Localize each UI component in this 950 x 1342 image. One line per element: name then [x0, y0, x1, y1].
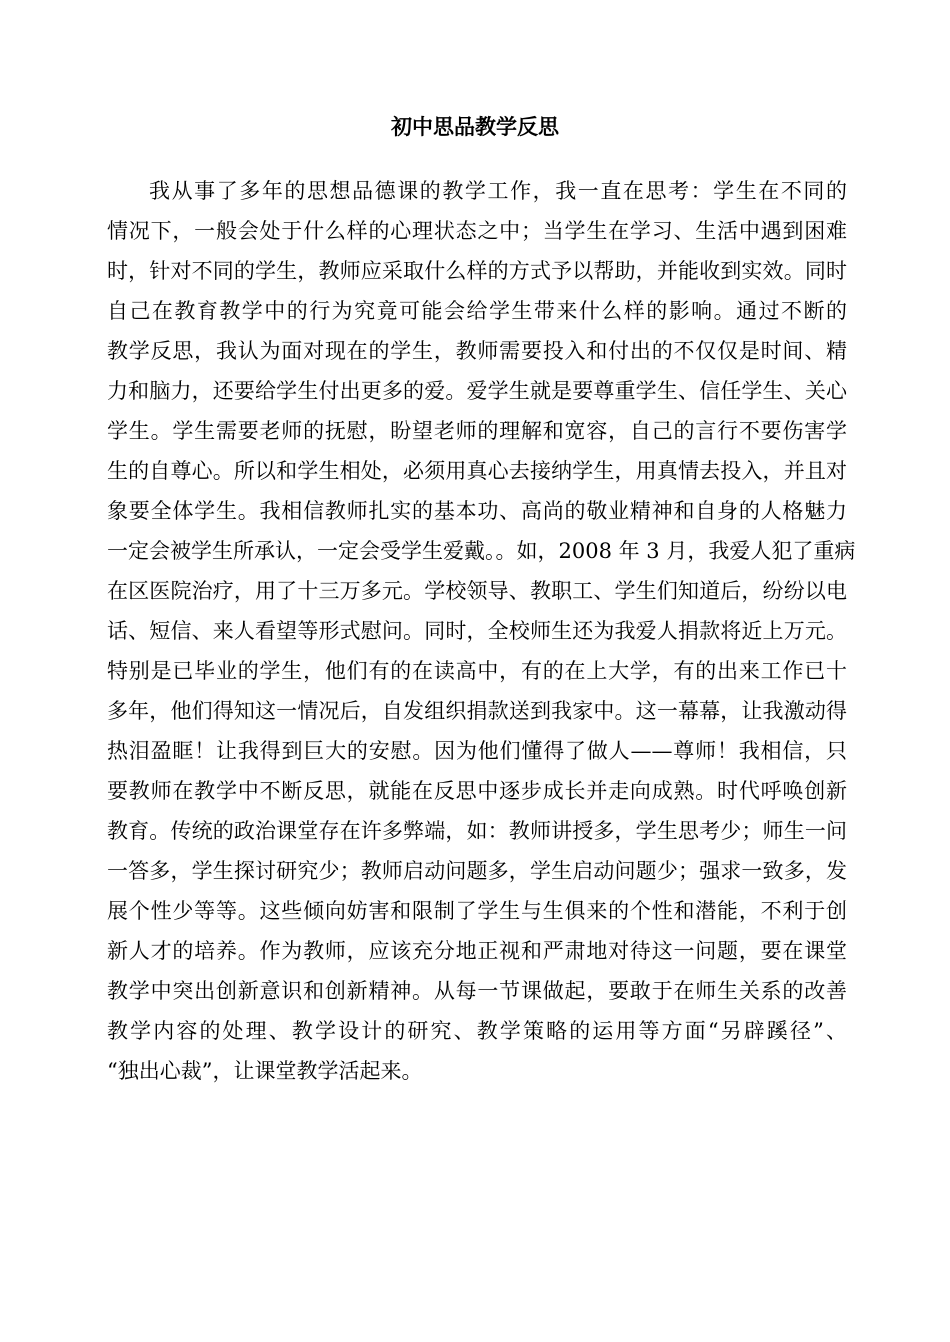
- document-title: 初中思品教学反思: [391, 114, 559, 139]
- body-line: 教学内容的处理、教学设计的研究、教学策略的运用等方面“另辟蹊径”、: [107, 1019, 847, 1043]
- body-line: 一答多，学生探讨研究少；教师启动问题多，学生启动问题少；强求一致多，发: [107, 859, 847, 883]
- body-line: 教学中突出创新意识和创新精神。从每一节课做起，要敢于在师生关系的改善: [107, 979, 847, 1003]
- body-line: 要教师在教学中不断反思，就能在反思中逐步成长并走向成熟。时代呼唤创新: [107, 779, 847, 803]
- body-line: 在区医院治疗，用了十三万多元。学校领导、教职工、学生们知道后，纷纷以电: [107, 579, 847, 603]
- body-line: 展个性少等等。这些倾向妨害和限制了学生与生俱来的个性和潜能，不利于创: [107, 899, 847, 923]
- body-line: 热泪盈眶！让我得到巨大的安慰。因为他们懂得了做人——尊师！我相信，只: [107, 739, 847, 763]
- body-line: 教育。传统的政治课堂存在许多弊端，如：教师讲授多，学生思考少；师生一问: [107, 819, 847, 843]
- body-line: 我从事了多年的思想品德课的教学工作，我一直在思考：学生在不同的: [149, 179, 847, 203]
- body-line: 学生。学生需要老师的抚慰，盼望老师的理解和宽容，自己的言行不要伤害学: [107, 419, 847, 443]
- body-line: 教学反思，我认为面对现在的学生，教师需要投入和付出的不仅仅是时间、精: [107, 339, 847, 363]
- body-line: 一定会被学生所承认，一定会受学生爱戴。。如，2008 年 3 月，我爱人犯了重病: [107, 539, 856, 563]
- body-line: 力和脑力，还要给学生付出更多的爱。爱学生就是要尊重学生、信任学生、关心: [107, 379, 847, 403]
- body-line: 生的自尊心。所以和学生相处，必须用真心去接纳学生，用真情去投入，并且对: [107, 459, 847, 483]
- body-line: 时，针对不同的学生，教师应采取什么样的方式予以帮助，并能收到实效。同时: [107, 259, 847, 283]
- body-line: 新人才的培养。作为教师，应该充分地正视和严肃地对待这一问题，要在课堂: [107, 939, 847, 963]
- body-line: 象要全体学生。我相信教师扎实的基本功、高尚的敬业精神和自身的人格魅力: [107, 499, 847, 523]
- body-line: 多年，他们得知这一情况后，自发组织捐款送到我家中。这一幕幕，让我激动得: [107, 699, 847, 723]
- body-line: 特别是已毕业的学生，他们有的在读高中，有的在上大学，有的出来工作已十: [107, 659, 847, 683]
- document-body: [107, 171, 856, 1091]
- body-line: “独出心裁”，让课堂教学活起来。: [107, 1059, 423, 1083]
- body-line: 情况下，一般会处于什么样的心理状态之中；当学生在学习、生活中遇到困难: [107, 219, 847, 243]
- body-line: 自己在教育教学中的行为究竟可能会给学生带来什么样的影响。通过不断的: [107, 299, 847, 323]
- body-line: 话、短信、来人看望等形式慰问。同时，全校师生还为我爱人捐款将近上万元。: [107, 619, 847, 643]
